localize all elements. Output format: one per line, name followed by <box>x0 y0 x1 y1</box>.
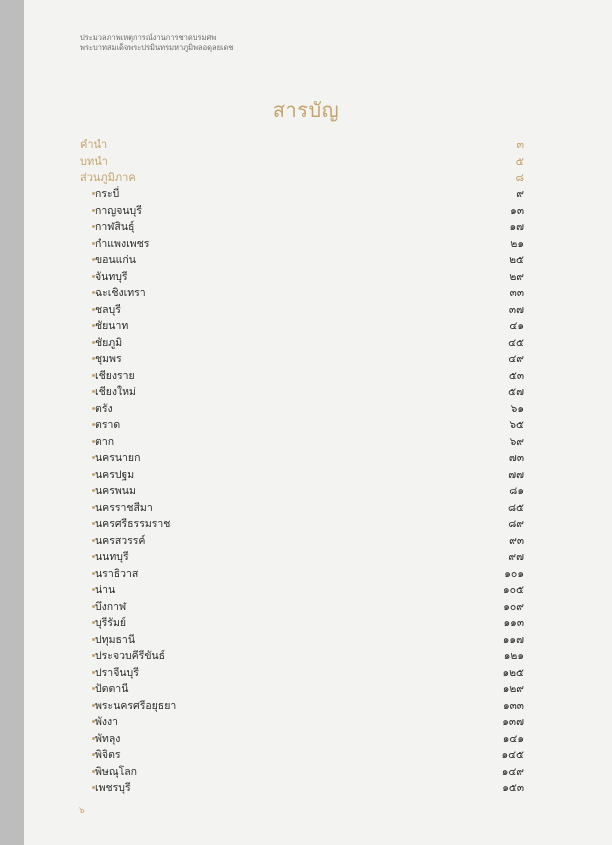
bullet-icon <box>92 209 95 212</box>
toc-page-number: ๙๗ <box>508 551 524 564</box>
toc-page-number: ๑๔๕ <box>501 749 524 762</box>
toc-page-number: ๘๕ <box>507 501 524 514</box>
toc-province-row[interactable] <box>80 631 524 648</box>
toc-page-number: ๓ <box>516 138 524 152</box>
toc-province-row[interactable] <box>80 268 524 285</box>
toc-entry-text: ชัยภูมิ <box>95 336 123 349</box>
toc-province-label <box>80 416 120 433</box>
toc-entry-text: บทนำ <box>80 154 108 168</box>
bullet-icon <box>92 770 95 773</box>
toc-page-number: ๑๐๑ <box>504 567 524 580</box>
toc-page-number: ๑๐๕ <box>502 584 524 597</box>
toc-page-number: ๓๓ <box>509 287 524 300</box>
toc-province-row[interactable] <box>80 367 524 384</box>
document-header <box>80 33 480 52</box>
toc-entry-text: ตราด <box>95 419 121 432</box>
toc-province-row[interactable] <box>80 334 524 351</box>
toc-entry-text: เชียงราย <box>95 369 135 382</box>
bullet-icon <box>92 275 95 278</box>
toc-province-label <box>80 334 122 351</box>
toc-province-label <box>80 680 128 697</box>
page-title: สารบัญ <box>272 98 340 122</box>
toc-province-row[interactable] <box>80 697 524 714</box>
toc-page-number: ๒๕ <box>509 254 524 267</box>
toc-province-row[interactable] <box>80 780 524 797</box>
toc-page-number: ๙๓ <box>509 534 524 547</box>
toc-entry-text: พระนครศรีอยุธยา <box>95 699 177 712</box>
toc-page-number: ๘๙ <box>508 518 524 531</box>
toc-province-label <box>80 268 128 285</box>
toc-entry-text: นนทบุรี <box>95 551 129 564</box>
toc-province-row[interactable] <box>80 615 524 632</box>
bullet-icon <box>92 605 95 608</box>
toc-province-label <box>80 301 121 318</box>
toc-entry-text: นราธิวาส <box>95 567 139 580</box>
toc-province-label <box>80 185 119 202</box>
toc-province-row[interactable] <box>80 318 524 335</box>
toc-entry-text: เชียงใหม่ <box>95 386 136 399</box>
toc-province-label <box>80 515 170 532</box>
toc-province-row[interactable] <box>80 516 524 533</box>
toc-page-number: ๑๔๑ <box>502 732 524 745</box>
toc-province-label <box>80 697 176 714</box>
toc-province-row[interactable] <box>80 648 524 665</box>
toc-section-row[interactable] <box>80 136 524 153</box>
toc-province-label <box>80 581 115 598</box>
toc-province-label <box>80 367 135 384</box>
toc-province-label <box>80 565 138 582</box>
toc-page-number: ๒๑ <box>510 237 524 250</box>
toc-province-label <box>80 218 134 235</box>
toc-province-row[interactable] <box>80 450 524 467</box>
toc-province-row[interactable] <box>80 664 524 681</box>
toc-province-row[interactable] <box>80 235 524 252</box>
toc-entry-text: นครปฐม <box>95 468 135 481</box>
toc-page-number: ๕๗ <box>508 386 524 399</box>
toc-province-row[interactable] <box>80 466 524 483</box>
toc-province-row[interactable] <box>80 301 524 318</box>
toc-province-label <box>80 647 165 664</box>
bullet-icon <box>92 341 95 344</box>
toc-page-number: ๑๗ <box>509 221 524 234</box>
toc-province-row[interactable] <box>80 433 524 450</box>
toc-page-number: ๑๑๗ <box>502 633 524 646</box>
bullet-icon <box>92 407 95 410</box>
toc-province-label <box>80 746 121 763</box>
toc-section-label <box>80 135 107 153</box>
toc-entry-text: นครศรีธรรมราช <box>95 518 171 531</box>
toc-province-label <box>80 548 129 565</box>
toc-entry-text: นครนายก <box>95 452 141 465</box>
toc-page-number: ๘ <box>515 171 524 185</box>
toc-province-label <box>80 763 137 780</box>
toc-province-row[interactable] <box>80 202 524 219</box>
bullet-icon <box>92 473 95 476</box>
toc-section-label <box>80 152 108 170</box>
toc-province-row[interactable] <box>80 747 524 764</box>
toc-page-number: ๑๔๙ <box>501 765 524 778</box>
toc-entry-text: ปราจีนบุรี <box>95 666 139 679</box>
toc-page-number: ๑๓๗ <box>502 716 524 729</box>
toc-page-number: ๗๓ <box>508 452 524 465</box>
toc-entry-text: เพชรบุรี <box>95 782 131 795</box>
bullet-icon <box>92 440 95 443</box>
bullet-icon <box>92 539 95 542</box>
toc-province-label <box>80 383 136 400</box>
toc-province-label <box>80 433 114 450</box>
toc-page-number: ๖๕ <box>509 419 524 432</box>
toc-section-row[interactable] <box>80 153 524 170</box>
toc-province-row[interactable] <box>80 582 524 599</box>
toc-entry-text: กำแพงเพชร <box>95 237 150 250</box>
toc-province-label <box>80 317 128 334</box>
toc-entry-text: ชลบุรี <box>95 303 121 316</box>
toc-entry-text: ประจวบคีรีขันธ์ <box>95 650 166 663</box>
header-line-1: ประมวลภาพเหตุการณ์งานการชาดบรมศพ <box>80 33 217 42</box>
toc-province-row[interactable] <box>80 417 524 434</box>
left-margin-bar <box>0 0 24 845</box>
toc-entry-text: ขอนแก่น <box>95 254 136 267</box>
toc-province-label <box>80 631 135 648</box>
toc-entry-text: พิจิตร <box>95 749 121 762</box>
toc-page-number: ๔๙ <box>508 353 524 366</box>
toc-entry-text: กาญจนบุรี <box>95 204 142 217</box>
toc-entry-text: ตาก <box>95 435 115 448</box>
bullet-icon <box>92 242 95 245</box>
toc-entry-text: ส่วนภูมิภาค <box>80 171 136 185</box>
toc-province-row[interactable] <box>80 384 524 401</box>
toc-entry-text: นครราชสีมา <box>95 501 153 514</box>
toc-page-number: ๑๒๕ <box>502 666 524 679</box>
bullet-icon <box>92 737 95 740</box>
toc-page-number: ๕ <box>515 154 524 168</box>
toc-page-number: ๙ <box>516 188 524 201</box>
toc-province-label <box>80 664 139 681</box>
toc-page-number: ๘๑ <box>509 485 524 498</box>
toc-province-row[interactable] <box>80 186 524 203</box>
toc-page-number: ๖๑ <box>510 402 524 415</box>
toc-province-row[interactable] <box>80 499 524 516</box>
toc-province-row[interactable] <box>80 730 524 747</box>
toc-province-row[interactable] <box>80 565 524 582</box>
toc-entry-text: นครพนม <box>95 485 136 498</box>
toc-page-number: ๕๓ <box>508 369 524 382</box>
toc-province-row[interactable] <box>80 400 524 417</box>
toc-province-label <box>80 284 146 301</box>
toc-page-number: ๑๒๑ <box>503 650 524 663</box>
toc-province-label <box>80 482 136 499</box>
toc-entry-text: ชัยนาท <box>95 320 129 333</box>
toc-province-label <box>80 499 153 516</box>
toc-province-row[interactable] <box>80 714 524 731</box>
toc-province-label <box>80 614 126 631</box>
toc-entry-text: พิษณุโลก <box>95 765 138 778</box>
toc-province-label <box>80 598 126 615</box>
toc-page-number: ๑๓ <box>510 204 524 217</box>
toc-province-label <box>80 235 149 252</box>
toc-entry-text: น่าน <box>95 584 116 597</box>
toc-entry-text: ชุมพร <box>95 353 122 366</box>
bullet-icon <box>92 506 95 509</box>
toc-section-row[interactable] <box>80 169 524 186</box>
toc-province-label <box>80 713 118 730</box>
table-of-contents <box>80 136 524 796</box>
toc-province-row[interactable] <box>80 351 524 368</box>
toc-entry-text: กระบี่ <box>95 188 120 201</box>
toc-page-number: ๖๙ <box>509 435 524 448</box>
toc-province-row[interactable] <box>80 219 524 236</box>
toc-province-row[interactable] <box>80 285 524 302</box>
bullet-icon <box>92 572 95 575</box>
bullet-icon <box>92 374 95 377</box>
toc-entry-text: บึงกาฬ <box>95 600 127 613</box>
toc-page-number: ๑๕๓ <box>502 782 524 795</box>
toc-province-row[interactable] <box>80 532 524 549</box>
toc-entry-text: ปัตตานี <box>95 683 129 696</box>
toc-province-row[interactable] <box>80 763 524 780</box>
toc-entry-text: ปทุมธานี <box>95 633 135 646</box>
toc-page-number: ๒๙ <box>509 270 524 283</box>
toc-page-number: ๓๗ <box>508 303 524 316</box>
bullet-icon <box>92 704 95 707</box>
header-line-2: พระบาทสมเด็จพระปรมินทรมหาภูมิพลอดุลยเดช <box>80 42 234 52</box>
toc-page-number: ๑๓๓ <box>502 699 524 712</box>
toc-entry-text: กาฬสินธุ์ <box>95 221 135 234</box>
toc-page-number: ๗๗ <box>508 468 524 481</box>
toc-province-label <box>80 466 134 483</box>
toc-page-number: ๑๑๓ <box>503 617 524 630</box>
toc-province-label <box>80 251 136 268</box>
toc-province-label <box>80 350 122 367</box>
toc-province-row[interactable] <box>80 681 524 698</box>
toc-entry-text: จันทบุรี <box>95 270 128 283</box>
toc-page-number: ๔๑ <box>509 320 524 333</box>
toc-entry-text: คำนำ <box>80 138 108 152</box>
toc-entry-text: นครสวรรค์ <box>95 534 146 547</box>
toc-entry-text: ตรัง <box>95 402 113 415</box>
toc-province-row[interactable] <box>80 483 524 500</box>
toc-province-label <box>80 202 142 219</box>
toc-province-row[interactable] <box>80 598 524 615</box>
toc-page-number: ๔๕ <box>508 336 524 349</box>
bullet-icon <box>92 671 95 674</box>
toc-page-number: ๑๒๙ <box>502 683 524 696</box>
toc-province-label <box>80 400 113 417</box>
bullet-icon <box>92 638 95 641</box>
bullet-icon <box>92 308 95 311</box>
toc-province-label <box>80 449 140 466</box>
toc-entry-text: ฉะเชิงเทรา <box>95 287 146 300</box>
toc-section-label <box>80 168 136 186</box>
toc-entry-text: พัทลุง <box>95 732 121 745</box>
page-number: ๖ <box>79 806 85 816</box>
toc-province-row[interactable] <box>80 549 524 566</box>
toc-entry-text: พังงา <box>95 716 119 729</box>
toc-province-label <box>80 730 120 747</box>
toc-province-label <box>80 532 145 549</box>
toc-page-number: ๑๐๙ <box>503 600 524 613</box>
toc-entry-text: บุรีรัมย์ <box>95 617 127 630</box>
toc-province-label <box>80 779 131 796</box>
toc-province-row[interactable] <box>80 252 524 269</box>
